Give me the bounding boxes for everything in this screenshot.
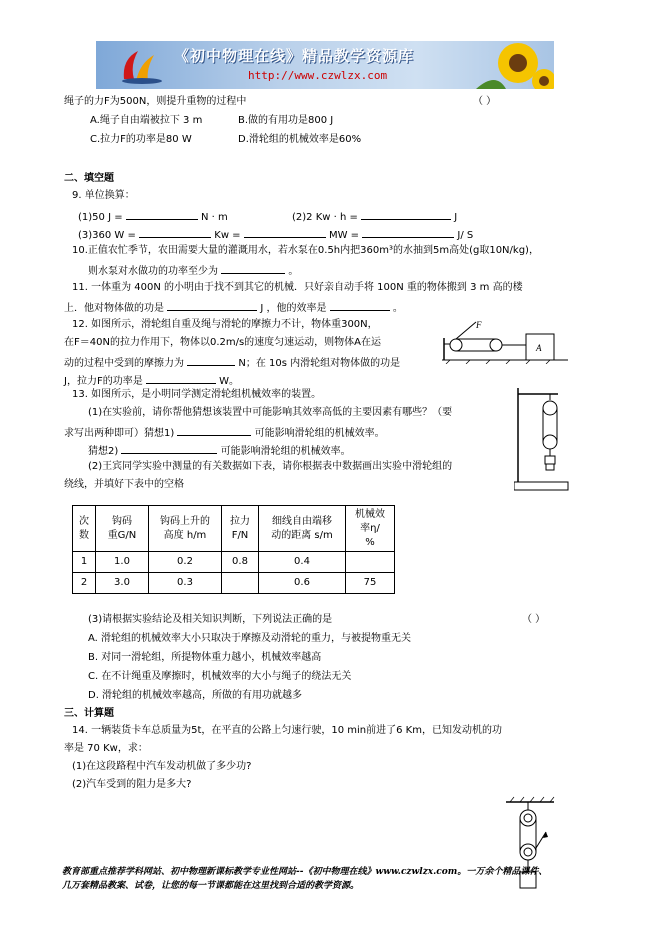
footer-line-1: 教育部重点推荐学科网站、初中物理新课标教学专业性网站--《初中物理在线》www.czwlzx.com。一万余个精品课件、 bbox=[62, 867, 548, 877]
table-row bbox=[73, 552, 395, 573]
q11-blank-work[interactable] bbox=[167, 299, 257, 311]
q13-line6: 绕线，并填好下表中的空格 bbox=[64, 479, 184, 490]
table-cell: 1 bbox=[73, 552, 96, 573]
q11-line1: 11. 一体重为 400N 的小明由于找不到其它的机械．只好亲自动手将 100N 重的物体搬到 3 m 高的楼 bbox=[72, 282, 523, 293]
q8-option-b: B.做的有用功是800 J bbox=[238, 115, 334, 126]
table-cell: 0.8 bbox=[222, 552, 259, 573]
q13-line4: 猜想2) 可能影响滑轮组的机械效率。 bbox=[88, 442, 351, 459]
section-fill-blank-title: 二、填空题 bbox=[64, 173, 114, 184]
q13-line5: (2)王宾同学实验中测量的有关数据如下表，请你根据表中数据画出实验中滑轮组的 bbox=[88, 461, 453, 472]
header-banner bbox=[96, 41, 554, 89]
q11-blank-efficiency[interactable] bbox=[330, 299, 390, 311]
q9-blank-5[interactable] bbox=[362, 226, 454, 238]
q9-blank-4[interactable] bbox=[244, 226, 326, 238]
table-cell: 75 bbox=[346, 573, 395, 594]
q10-blank[interactable] bbox=[221, 262, 285, 274]
table-cell: 0.6 bbox=[259, 573, 346, 594]
table-cell: 2 bbox=[73, 573, 96, 594]
q9-part3: (3)360 W = Kw = MW = J/ S bbox=[78, 226, 473, 243]
q13-option-b: B. 对同一滑轮组，所提物体重力越小，机械效率越高 bbox=[88, 652, 322, 663]
q8-option-d: D.滑轮组的机械效率是60% bbox=[238, 134, 362, 145]
q13-option-d: D. 滑轮组的机械效率越高，所做的有用功就越多 bbox=[88, 690, 303, 701]
q12-fig-label-a: A bbox=[536, 343, 542, 353]
q13-line2: (1)在实验前，请你帮他猜想该装置中可能影响其效率高低的主要因素有哪些？（要 bbox=[88, 407, 453, 418]
q10-line1: 10.正值农忙季节，农田需要大量的灌溉用水，若水泵在0.5h内把360m³的水抽到5m高处(g取10N/kg)， bbox=[72, 245, 539, 256]
q8-stem: 绳子的力F为500N，则提升重物的过程中 bbox=[64, 96, 247, 107]
q13-line3: 求写出两种即可）猜想1) 可能影响滑轮组的机械效率。 bbox=[64, 424, 385, 441]
q12-line2: 在F＝40N的拉力作用下，物体以0.2m/s的速度匀速运动，则物体A在运 bbox=[64, 337, 382, 348]
q10-line2: 则水泵对水做功的功率至少为 。 bbox=[88, 262, 298, 279]
section-calculation-title: 三、计算题 bbox=[64, 708, 114, 719]
table-cell-blank[interactable] bbox=[222, 573, 259, 594]
q8-answer-bracket: （ ） bbox=[473, 96, 497, 107]
q13-part3-bracket: （ ） bbox=[522, 614, 546, 625]
q13-option-c: C. 在不计绳重及摩擦时，机械效率的大小与绳子的绕法无关 bbox=[88, 671, 352, 682]
banner-url[interactable]: http://www.czwlzx.com bbox=[248, 69, 388, 82]
table-header-cell: 钩码上升的 高度 h/m bbox=[149, 506, 222, 552]
q12-line1: 12. 如图所示，滑轮组自重及绳与滑轮的摩擦力不计，物体重300N， bbox=[72, 319, 378, 330]
q8-option-a: A.绳子自由端被拉下 3 m bbox=[90, 115, 203, 126]
q14-pulley-figure bbox=[500, 796, 560, 892]
q9-stem: 9. 单位换算： bbox=[72, 190, 135, 201]
q13-pulley-apparatus-figure bbox=[514, 382, 570, 494]
q9-blank-2[interactable] bbox=[361, 208, 451, 220]
table-cell: 3.0 bbox=[96, 573, 149, 594]
table-row bbox=[73, 573, 395, 594]
table-header-row bbox=[73, 506, 395, 552]
table-header-cell: 钩码 重G/N bbox=[96, 506, 149, 552]
table-header-cell: 细线自由端移 动的距离 s/m bbox=[259, 506, 346, 552]
q14-line3: (1)在这段路程中汽车发动机做了多少功? bbox=[72, 761, 252, 772]
table-cell-blank[interactable] bbox=[346, 552, 395, 573]
q13-option-a: A. 滑轮组的机械效率大小只取决于摩擦及动滑轮的重力，与被提物重无关 bbox=[88, 633, 412, 644]
banner-title: 《初中物理在线》精品教学资源库 bbox=[174, 47, 415, 65]
q13-blank-guess1[interactable] bbox=[177, 424, 251, 436]
table-cell: 0.4 bbox=[259, 552, 346, 573]
table-cell: 0.3 bbox=[149, 573, 222, 594]
q12-blank-power[interactable] bbox=[146, 372, 216, 384]
site-logo bbox=[118, 45, 166, 85]
q9-part1: (1)50 J = N · m bbox=[78, 208, 228, 225]
q11-line2: 上．他对物体做的功是 J ，他的效率是 。 bbox=[64, 299, 403, 316]
q13-part3: (3)请根据实验结论及相关知识判断，下列说法正确的是 bbox=[88, 614, 333, 625]
q12-line3: 动的过程中受到的摩擦力为 N；在 10s 内滑轮组对物体做的功是 bbox=[64, 354, 400, 371]
q9-part2: (2)2 Kw · h = J bbox=[292, 208, 457, 225]
q12-line4: J，拉力F的功率是 W。 bbox=[64, 372, 239, 389]
table-header-cell: 机械效 率η/ % bbox=[346, 506, 395, 552]
q14-line4: (2)汽车受到的阻力是多大? bbox=[72, 779, 192, 790]
table-cell: 0.2 bbox=[149, 552, 222, 573]
table-cell: 1.0 bbox=[96, 552, 149, 573]
q12-blank-friction[interactable] bbox=[187, 354, 235, 366]
q9-blank-3[interactable] bbox=[139, 226, 211, 238]
q13-line1: 13. 如图所示，是小明同学测定滑轮组机械效率的装置。 bbox=[72, 389, 322, 400]
q12-pulley-figure bbox=[440, 318, 570, 364]
q8-option-c: C.拉力F的功率是80 W bbox=[90, 134, 192, 145]
q13-data-table bbox=[72, 505, 395, 594]
q12-fig-label-f: F bbox=[476, 320, 482, 330]
sunflower-image bbox=[476, 41, 554, 89]
table-header-cell: 拉力 F/N bbox=[222, 506, 259, 552]
table-header-cell: 次 数 bbox=[73, 506, 96, 552]
q14-line1: 14. 一辆装货卡车总质量为5t，在平直的公路上匀速行驶，10 min前进了6 Km，已知发动机的功 bbox=[72, 725, 502, 736]
footer-line-2: 几万套精品教案、试卷，让您的每一节课都能在这里找到合适的教学资源。 bbox=[62, 881, 360, 891]
q13-blank-guess2[interactable] bbox=[121, 442, 217, 454]
q9-blank-1[interactable] bbox=[126, 208, 198, 220]
q14-line2: 率是 70 Kw，求： bbox=[64, 743, 148, 754]
